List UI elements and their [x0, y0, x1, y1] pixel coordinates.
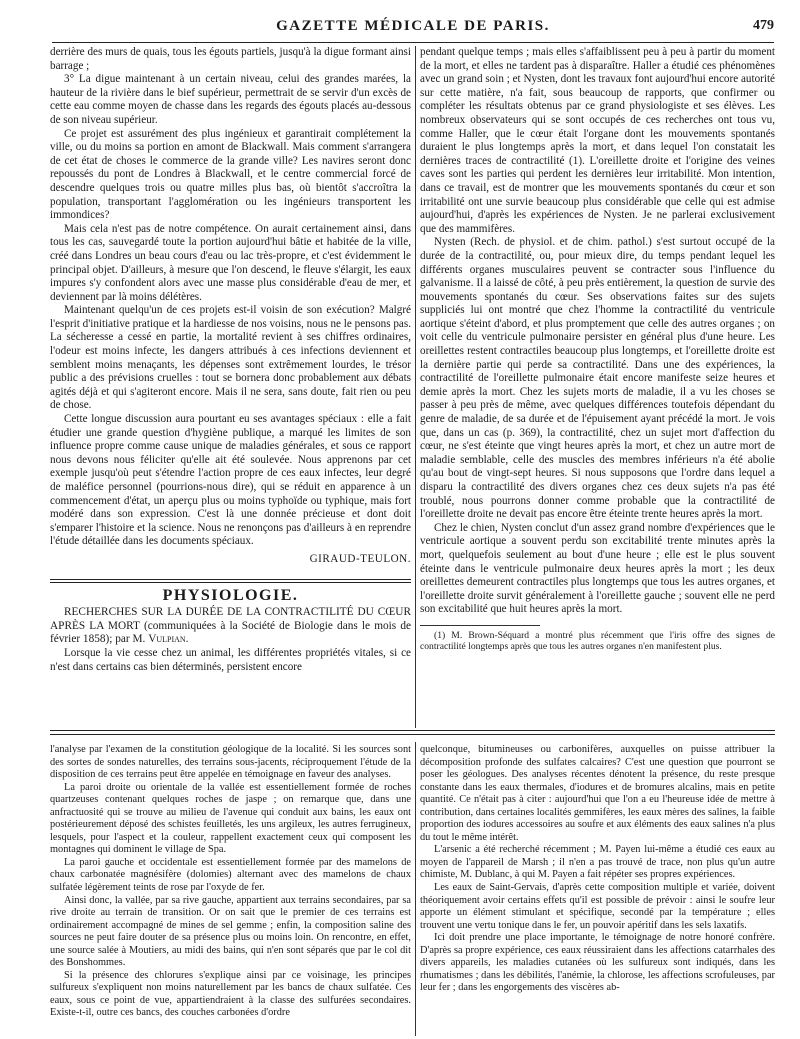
paragraph: pendant quelque temps ; mais elles s'affaiblissent peu à peu à partir du moment de la mort, et elles ne tardent pas à disparaître. Haller a étudié ces phénomènes avec un grand soin ; et Nysten, dont les travaux font aujourd'hui encore autorité sur cette matière, n'a fait, sous beaucoup de rapports, que confirmer ou compléter les résultats obtenus par ce grand physiologiste et ses élèves. Les nombreux observateurs qui se sont occupés de ces recherches ont tous vu, comme Haller, que le cœur était l'organe dont les mouvements spontanés duraient le plus longtemps après la mort, et dans lequel l'on constatait les dernières traces de contractilité (1). L'oreillette droite et l'origine des veines caves sont les parties qui perdent les dernières leur irritabilité. Mon intention, dans ce travail, est de montrer que les mouvements spontanés du cœur et son irritabilité ont une survie beaucoup plus considérable que celle qui est admise aujourd'hui, d'après les expériences de Nysten. Je ne parlerai exclusivement que des mammifères. [420, 46, 775, 235]
paragraph: Maintenant quelqu'un de ces projets est-il voisin de son exécution? Malgré l'esprit d'initiative pratique et la hardiesse de nos voisins, nous ne le pensons pas. La sécheresse a cessé en partie, la mortalité revient à ses chiffres ordinaires, l'odeur est moins infecte, les dangers attribués à ces infections deviennent et semblent moins menaçants, les dépenses sont extrêmement lourdes, le trésor public a des prévisions cruelles : tout se bornera donc probablement aux débats agités déjà et qui s'agiteront encore. Mais il ne sera, sans doute, fait rien ou peu de chose. [50, 304, 411, 412]
article-title-caps: RECHERCHES SUR LA DURÉE DE LA CONTRACTILITÉ DU CŒUR APRÈS LA MORT [50, 606, 411, 632]
paragraph: Ici doit prendre une place importante, le témoignage de notre honoré confrère. D'après sa propre expérience, ces eaux réussiraient dans les affections catarrhales des divers appareils, les maladies cutanées où les sulfureux sont indiqués, dans les rhumatismes ; dans les débilités, l'anémie, la chlorose, les affections scrofuleuses, par leur fer ; dans les engorgements des viscères ab- [420, 932, 775, 994]
paragraph: Ainsi donc, la vallée, par sa rive gauche, appartient aux terrains secondaires, par sa rive droite au terrain de transition. Or on sait que le premier de ces terrains est ordinairement accompagné de mines de sel gemme ; enfin, la composition saline des sources ne peut faire douter de sa présence plus ou moins loin. On rencontre, en effet, une source salée à Moutiers, au midi des bains, qui n'en sont séparés que par le col dit des Bonshommes. [50, 894, 411, 969]
bottom-left-column [50, 744, 411, 1036]
paragraph: quelconque, bitumineuses ou carbonifères, auxquelles on puisse attribuer la décomposition profonde des sulfates calcaires? C'est une question que pourront se poser les géologues. Des analyses récentes dénotent la présence, du reste presque constante dans les eaux thermales, d'iodures et de bromures alcalins, mais en petite quantité. Ce n'était pas à citer : aujourd'hui que l'on a eu l'heureuse idée de mettre à contribution, dans certaines localités gemmifères, les eaux mères des salines, la faible proportion des iodures accessoires au soufre et aux éléments des eaux salines n'a plus du tout le même intérêt. [420, 744, 775, 843]
paragraph: La paroi droite ou orientale de la vallée est essentiellement formée de roches quartzeuses contenant quelques roches de jaspe ; on remarque que, dans une anfractuosité qui se trouve au milieu de l'avenue qui conduit aux bains, les eaux ont postérieurement déposé des schistes feuilletés, les uns argileux, les autres ferrugineux, lesquels, pour l'aspect et la couleur, rappellent exactement ceux qui composent les montagnes qui dominent le village de Spa. [50, 781, 411, 856]
paragraph: Cette longue discussion aura pourtant eu ses avantages spéciaux : elle a fait étudier une grande question d'hygiène publique, a marqué les limites de son influence propre comme cause unique de maladies générales, et sous ce rapport nous devons nous féliciter qu'elle ait été soulevée. Nous apprenons par cet exemple jusqu'où peut s'étendre l'action propre de ces eaux infectes, leur degré de maléfice personnel (pourrions-nous dire), qui se réduit en apparence à un commencement d'état, un aperçu plus ou moins typhoïde ou typhique, mais fort modéré dans son expression. C'est là une donnée précieuse et dont doit s'emparer l'histoire et la science. Nous ne renonçons pas d'ailleurs à en reprendre l'étude détaillée dans les documents spéciaux. [50, 413, 411, 548]
paragraph: La paroi gauche et occidentale est essentiellement formée par des mamelons de chaux carbonatée magnésifère (dolomies) alternant avec des mamelons de chaux sulfatée légèrement teints de rose par l'oxyde de fer. [50, 856, 411, 894]
paragraph: l'analyse par l'examen de la constitution géologique de la localité. Si les sources sont des sortes de sondes naturelles, des terrains sous-jacents, réciproquement l'étude de la disposition de ces terrains peut être appelée en témoignage en faveur des analyses. [50, 744, 411, 781]
paragraph: Les eaux de Saint-Gervais, d'après cette composition multiple et variée, doivent théoriquement avoir certains effets qu'il est possible de prévoir : ainsi le soufre leur apporte un élément stimulant et spécifique, secondé par la température ; elles trouvent une vertu tonique dans le fer, un pouvoir apéritif dans les sels laxatifs. [420, 882, 775, 931]
bottom-right-column [420, 744, 775, 1036]
footnote-rule [420, 625, 540, 626]
paragraph: derrière des murs de quais, tous les égouts partiels, jusqu'à la digue formant ainsi barrage ; [50, 46, 411, 72]
page-number: 479 [753, 18, 774, 33]
right-column [420, 46, 775, 726]
paragraph: Chez le chien, Nysten conclut d'un assez grand nombre d'expériences que le ventricule aortique a souvent perdu son excitabilité trente minutes après la mort, quelquefois seulement au bout d'une heure ; elle est le plus souvent éteinte dans le ventricule pulmonaire deux heures après la mort ; les deux oreillettes demeurent contractiles plus longtemps que tous les autres organes, et l'oreillette droite survit généralement à l'oreillette gauche ; souvent elle ne perd son excitabilité que huit heures après la mort. [420, 521, 775, 616]
paragraph: Ce projet est assurément des plus ingénieux et garantirait complétement la ville, ou du moins sa portion en amont de Blackwall. Mais comment s'arrangera de cet état de choses le commerce de la grande ville? Les navires seront donc repoussés du pont de Londres à Blackwall, et le centre commercial forcé de descendre quelques trois ou quatre milles plus bas, où bientôt s'accroîtra la population, transportant l'agglomération ou les ingénieurs transportent les immondices? [50, 127, 411, 222]
paragraph: Lorsque la vie cesse chez un animal, les différentes propriétés vitales, si ce n'est dans certains cas bien déterminés, persistent encore [50, 646, 411, 673]
column-divider [415, 742, 416, 1036]
paragraph: Mais cela n'est pas de notre compétence. On aurait certainement ainsi, dans tous les cas, sauvegardé toute la portion aujourd'hui bâtie et habitée de la ville, créé dans Londres un beau cours d'eau ou lac très-propre, et c'est évidemment le principal objet. D'ailleurs, à mesure que l'on descend, le fleuve s'élargit, les eaux impures s'y confondent alors avec une masse plus considérable d'eau de mer, et deviennent par là moins délétères. [50, 222, 411, 303]
footnote: (1) M. Brown-Séquard a montré plus récemment que l'iris offre des signes de contractilité longtemps après que tous les autres organes n'en manifestent plus. [420, 629, 775, 653]
journal-title: GAZETTE MÉDICALE DE PARIS. [276, 18, 550, 34]
paragraph: Si la présence des chlorures s'explique ainsi par ce voisinage, les principes sulfureux s'expliquent non moins naturellement par les bancs de chaux sulfatée. Ces eaux, sous ce point de vue, appartiendraient à la classe des sulfurées secondaires. Existe-t-il, outre ces bancs, des couches carbonées d'ordre [50, 969, 411, 1019]
left-column [50, 46, 411, 726]
section-title: PHYSIOLOGIE. [162, 586, 299, 604]
column-divider [415, 46, 416, 728]
paragraph: Nysten (Rech. de physiol. et de chim. pathol.) s'est surtout occupé de la durée de la contractilité, ou, pour mieux dire, du temps pendant lequel les différents organes musculaires peuvent se contracter sous l'influence du galvanisme. Il a laissé de côté, à peu près entièrement, la question de survie des mouvements spontanés du cœur. Ses observations faites sur des sujets suppliciés lui ont montré que chez l'homme la contractilité du ventricule aortique s'éteint d'abord, et plus promptement que celle des autres organes ; on voit celle du ventricule pulmonaire persister en général plus d'une heure. Les oreillettes restent contractiles beaucoup plus longtemps, et l'oreillette droite est la dernière partie qui perde sa contractilité. Dans une des expériences, la contractilité de l'oreillette pulmonaire était encore manifeste seize heures et demie après la mort. Chez les sujets morts de maladie, il a vu les choses se passer à peu près de même, avec quelques différences toutefois dépendant du genre de maladie, de sa durée et de l'épuisement ayant précédé la mort. Je vois que, dans un cas (p. 369), la contractilité, chez un sujet mort d'affection du cœur, ne s'est éteinte que vingt heures après la mort, et chez un autre mort de maladie semblable, celle des muscles des membres inférieurs n'a été abolie qu'au bout de vingt-sept heures. Si nous supposons que l'ordre dans lequel a disparu la contractilité des divers organes chez ces deux sujets n'a pas été troublé, nous pourrons donner comme probable que la contractilité de l'oreillette droite ne devait pas encore être éteinte trente heures après la mort. [420, 236, 775, 521]
article-title [50, 606, 411, 647]
feuilleton-rule [50, 730, 775, 735]
paragraph: L'arsenic a été recherché récemment ; M. Payen lui-même a étudié ces eaux au moyen de l'appareil de Marsh ; il n'en a pas trouvé de trace, non plus qu'un autre chimiste, M. Dublanc, à qui M. Payen a fait répéter ses propres expériences. [420, 844, 775, 881]
page-header [52, 16, 774, 43]
article-author: Vulpian. [148, 633, 189, 646]
paragraph: 3° La digue maintenant à un certain niveau, celui des grandes marées, la hauteur de la rivière dans le bief supérieur, permettrait de se servir d'un excès de cette eau comme moyen de chasse dans les regards des égouts placés au-dessous de son niveau supérieur. [50, 73, 411, 126]
author-signature: GIRAUD-TEULON. [309, 552, 411, 565]
section-rule [50, 579, 411, 583]
article-title-rest: (communiquées à la Société de Biologie dans le mois de février 1858); par M. [50, 619, 411, 646]
